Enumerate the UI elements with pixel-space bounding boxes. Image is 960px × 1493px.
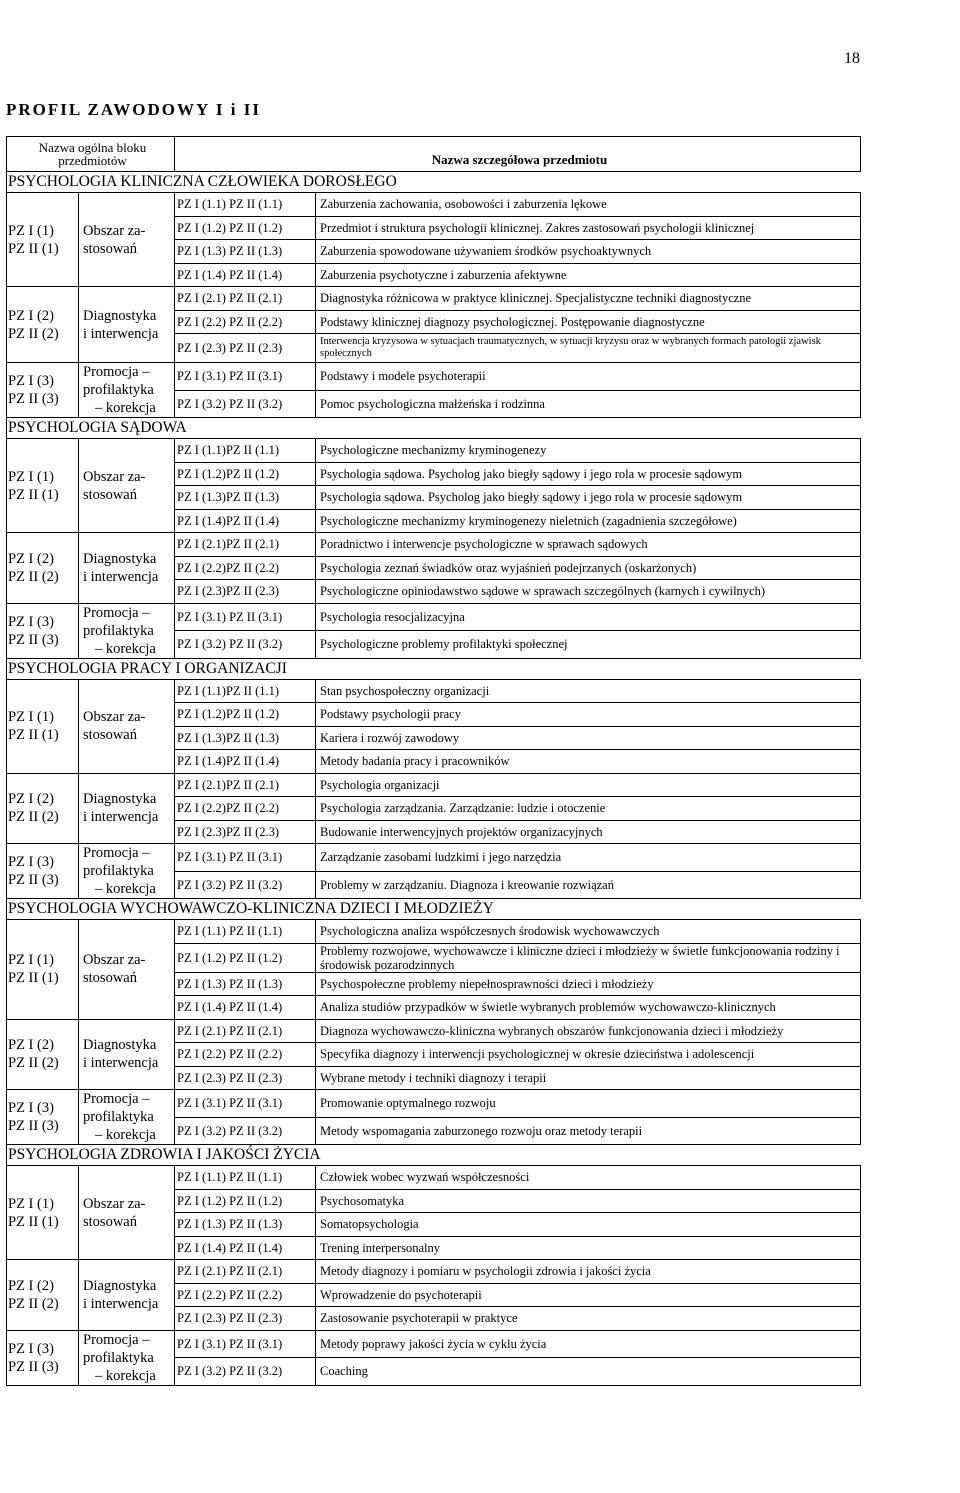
- table-row: [7, 844, 861, 872]
- block-area-line: Diagnostyka: [83, 1277, 157, 1294]
- block-code-line: PZ I (2): [8, 307, 54, 324]
- subject-code: PZ I (3.2) PZ II (3.2): [175, 631, 316, 659]
- subject-name: Psychologiczne problemy profilaktyki społecznej: [316, 631, 861, 659]
- block-area-line: Obszar za-: [83, 1195, 146, 1212]
- block-code-line: PZ I (1): [8, 468, 54, 485]
- subject-name: Budowanie interwencyjnych projektów organizacyjnych: [316, 820, 861, 844]
- block-area: [79, 1019, 175, 1090]
- table-row: [7, 920, 861, 944]
- subject-name: Zaburzenia psychotyczne i zaburzenia afektywne: [316, 263, 861, 287]
- block-area-line: i interwencja: [83, 809, 159, 826]
- subject-code: PZ I (3.1) PZ II (3.1): [175, 844, 316, 872]
- subject-name: Psychologiczna analiza współczesnych środowisk wychowawczych: [316, 920, 861, 944]
- subject-name: Przedmiot i struktura psychologii klinicznej. Zakres zastosowań psychologii klinicznej: [316, 216, 861, 240]
- block-area: [79, 363, 175, 418]
- block-code-line: PZ I (2): [8, 550, 54, 567]
- subject-name: Psychologiczne mechanizmy kryminogenezy: [316, 439, 861, 463]
- block-code-line: PZ I (3): [8, 854, 54, 870]
- subject-name: Coaching: [316, 1358, 861, 1386]
- subject-code: PZ I (1.2)PZ II (1.2): [175, 462, 316, 486]
- subject-code: PZ I (3.2) PZ II (3.2): [175, 390, 316, 418]
- block-code-line: PZ I (3): [8, 1100, 54, 1116]
- subject-code: PZ I (2.3) PZ II (2.3): [175, 1307, 316, 1331]
- subject-name: Diagnostyka różnicowa w praktyce klinicznej. Specjalistyczne techniki diagnostyczne: [316, 287, 861, 311]
- block-code: [7, 1166, 79, 1260]
- subject-code: PZ I (2.1) PZ II (2.1): [175, 287, 316, 311]
- subject-code: PZ I (3.2) PZ II (3.2): [175, 1117, 316, 1145]
- subject-code: PZ I (1.4) PZ II (1.4): [175, 1236, 316, 1260]
- table-row: [7, 287, 861, 311]
- subject-name: Kariera i rozwój zawodowy: [316, 726, 861, 750]
- table-row: [7, 1330, 861, 1358]
- subject-name: Metody diagnozy i pomiaru w psychologii zdrowia i jakości życia: [316, 1260, 861, 1284]
- subject-code: PZ I (1.3) PZ II (1.3): [175, 1213, 316, 1237]
- block-area-line: – korekcja: [95, 881, 156, 897]
- subject-code: PZ I (1.4) PZ II (1.4): [175, 263, 316, 287]
- subject-code: PZ I (3.1) PZ II (3.1): [175, 1090, 316, 1118]
- table-row: [7, 679, 861, 703]
- subject-code: PZ I (1.1) PZ II (1.1): [175, 193, 316, 217]
- subject-code: PZ I (2.3) PZ II (2.3): [175, 1066, 316, 1090]
- table-row: [7, 533, 861, 557]
- subject-code: PZ I (3.2) PZ II (3.2): [175, 871, 316, 899]
- block-code: [7, 844, 79, 899]
- section-row: [7, 899, 861, 920]
- table-row: [7, 1019, 861, 1043]
- block-area: [79, 1166, 175, 1260]
- block-area-line: stosowań: [83, 970, 137, 987]
- block-area-line: i interwencja: [83, 1295, 159, 1312]
- subject-code: PZ I (1.2) PZ II (1.2): [175, 943, 316, 972]
- block-area-line: Promocja –: [83, 604, 150, 621]
- block-code-line: PZ II (3): [8, 1118, 59, 1134]
- section-row: [7, 1145, 861, 1166]
- block-area-line: stosowań: [83, 727, 137, 743]
- block-area: [79, 603, 175, 658]
- block-area: [79, 1330, 175, 1385]
- subject-code: PZ I (3.1) PZ II (3.1): [175, 603, 316, 631]
- block-code-line: PZ I (1): [8, 1195, 54, 1212]
- block-area: [79, 287, 175, 363]
- subject-name: Metody badania pracy i pracowników: [316, 750, 861, 774]
- subject-code: PZ I (2.1) PZ II (2.1): [175, 1260, 316, 1284]
- subject-name: Zaburzenia zachowania, osobowości i zaburzenia lękowe: [316, 193, 861, 217]
- subject-name: Psychologia resocjalizacyjna: [316, 603, 861, 631]
- block-area-line: stosowań: [83, 486, 137, 503]
- section-row: [7, 172, 861, 193]
- subject-name: Psychologia sądowa. Psycholog jako biegły sądowy i jego rola w procesie sądowym: [316, 486, 861, 510]
- block-code-line: PZ I (1): [8, 952, 54, 969]
- subject-code: PZ I (1.3)PZ II (1.3): [175, 726, 316, 750]
- subject-name: Analiza studiów przypadków w świetle wybranych problemów wychowawczo-klinicznych: [316, 996, 861, 1020]
- subject-code: PZ I (1.3)PZ II (1.3): [175, 486, 316, 510]
- subject-name: Psychologia organizacji: [316, 773, 861, 797]
- section-title: PSYCHOLOGIA SĄDOWA: [7, 418, 861, 439]
- block-code-line: PZ I (3): [8, 613, 54, 630]
- header-row: [7, 137, 861, 172]
- subject-code: PZ I (2.1) PZ II (2.1): [175, 1019, 316, 1043]
- block-code: [7, 1260, 79, 1331]
- table-row: [7, 193, 861, 217]
- subject-code: PZ I (1.2) PZ II (1.2): [175, 216, 316, 240]
- block-code-line: PZ II (1): [8, 240, 59, 257]
- block-area-line: profilaktyka: [83, 1109, 154, 1125]
- subject-name: Psychologiczne mechanizmy kryminogenezy nieletnich (zagadnienia szczegółowe): [316, 509, 861, 533]
- block-area: [79, 1090, 175, 1145]
- block-code-line: PZ I (3): [8, 373, 54, 389]
- subject-name: Podstawy psychologii pracy: [316, 703, 861, 727]
- block-area-line: Diagnostyka: [83, 791, 157, 808]
- section-title: PSYCHOLOGIA WYCHOWAWCZO-KLINICZNA DZIECI I MŁODZIEŻY: [7, 899, 861, 920]
- block-code: [7, 920, 79, 1020]
- block-code-line: PZ I (3): [8, 1340, 54, 1357]
- block-code-line: PZ II (3): [8, 631, 59, 648]
- block-area-line: – korekcja: [95, 400, 156, 416]
- block-area: [79, 773, 175, 844]
- subject-name: Psychosomatyka: [316, 1189, 861, 1213]
- table-row: [7, 1090, 861, 1118]
- page-title: PROFIL ZAWODOWY I i II: [6, 100, 261, 119]
- block-code-line: PZ I (2): [8, 1037, 54, 1054]
- table-row: [7, 773, 861, 797]
- subject-code: PZ I (3.1) PZ II (3.1): [175, 1330, 316, 1358]
- subject-code: PZ I (2.3)PZ II (2.3): [175, 580, 316, 604]
- subject-name: Psychospołeczne problemy niepełnosprawności dzieci i młodzieży: [316, 972, 861, 996]
- block-code-line: PZ II (2): [8, 568, 59, 585]
- block-code-line: PZ I (1): [8, 709, 54, 725]
- subject-name: Metody wspomagania zaburzonego rozwoju oraz metody terapii: [316, 1117, 861, 1145]
- block-code: [7, 1090, 79, 1145]
- header-subject-name: Nazwa szczegółowa przedmiotu: [175, 137, 861, 172]
- block-area-line: – korekcja: [95, 640, 156, 657]
- subject-code: PZ I (3.2) PZ II (3.2): [175, 1358, 316, 1386]
- subject-name: Trening interpersonalny: [316, 1236, 861, 1260]
- block-area: [79, 193, 175, 287]
- block-area-line: Promocja –: [83, 845, 150, 861]
- block-area: [79, 679, 175, 773]
- section-row: [7, 658, 861, 679]
- subject-name: Człowiek wobec wyzwań współczesności: [316, 1166, 861, 1190]
- block-area-line: Diagnostyka: [83, 550, 157, 567]
- block-area-line: – korekcja: [95, 1127, 156, 1143]
- block-code: [7, 533, 79, 604]
- subject-name: Problemy rozwojowe, wychowawcze i kliniczne dzieci i młodzieży w świetle funkcjonowania rodziny i środowisk pozarodzinnych: [316, 943, 861, 972]
- curriculum-table: [6, 136, 861, 1386]
- block-code: [7, 603, 79, 658]
- block-code-line: PZ II (3): [8, 872, 59, 888]
- subject-code: PZ I (2.2) PZ II (2.2): [175, 1043, 316, 1067]
- subject-name: Pomoc psychologiczna małżeńska i rodzinna: [316, 390, 861, 418]
- block-code-line: PZ I (1): [8, 222, 54, 239]
- block-code-line: PZ II (3): [8, 391, 59, 407]
- block-area-line: Diagnostyka: [83, 1037, 157, 1054]
- subject-code: PZ I (2.2) PZ II (2.2): [175, 1283, 316, 1307]
- page-number: 18: [844, 50, 860, 67]
- block-area-line: profilaktyka: [83, 622, 154, 639]
- subject-code: PZ I (2.1)PZ II (2.1): [175, 773, 316, 797]
- block-code: [7, 773, 79, 844]
- block-area-line: Diagnostyka: [83, 307, 157, 324]
- block-code: [7, 1019, 79, 1090]
- block-code-line: PZ II (2): [8, 1055, 59, 1072]
- block-area: [79, 844, 175, 899]
- table-row: [7, 1166, 861, 1190]
- block-code-line: PZ II (1): [8, 727, 59, 743]
- section-title: PSYCHOLOGIA KLINICZNA CZŁOWIEKA DOROSŁEGO: [7, 172, 861, 193]
- subject-name: Interwencja kryzysowa w sytuacjach traumatycznych, w sytuacji kryzysu oraz w wybranych formach patologii zjawisk społecznych: [316, 334, 861, 363]
- subject-name: Somatopsychologia: [316, 1213, 861, 1237]
- table-row: [7, 1260, 861, 1284]
- subject-code: PZ I (1.4) PZ II (1.4): [175, 996, 316, 1020]
- table-row: [7, 439, 861, 463]
- block-code: [7, 193, 79, 287]
- block-code-line: PZ II (3): [8, 1358, 59, 1375]
- block-area-line: i interwencja: [83, 1055, 159, 1072]
- subject-code: PZ I (1.3) PZ II (1.3): [175, 972, 316, 996]
- subject-name: Podstawy i modele psychoterapii: [316, 363, 861, 391]
- subject-name: Wprowadzenie do psychoterapii: [316, 1283, 861, 1307]
- subject-name: Zaburzenia spowodowane używaniem środków psychoaktywnych: [316, 240, 861, 264]
- block-code: [7, 363, 79, 418]
- table-row: [7, 603, 861, 631]
- block-area-line: Obszar za-: [83, 952, 146, 969]
- block-area-line: Obszar za-: [83, 468, 146, 485]
- block-code-line: PZ II (1): [8, 1213, 59, 1230]
- block-area-line: Obszar za-: [83, 222, 146, 239]
- subject-code: PZ I (2.3) PZ II (2.3): [175, 334, 316, 363]
- block-code-line: PZ II (2): [8, 809, 59, 826]
- block-code-line: PZ I (2): [8, 791, 54, 808]
- subject-code: PZ I (2.1)PZ II (2.1): [175, 533, 316, 557]
- subject-code: PZ I (1.4)PZ II (1.4): [175, 509, 316, 533]
- block-area-line: – korekcja: [95, 1367, 156, 1384]
- section-title: PSYCHOLOGIA PRACY I ORGANIZACJI: [7, 658, 861, 679]
- subject-code: PZ I (1.3) PZ II (1.3): [175, 240, 316, 264]
- block-area: [79, 439, 175, 533]
- subject-code: PZ I (2.2)PZ II (2.2): [175, 556, 316, 580]
- block-code-line: PZ II (2): [8, 325, 59, 342]
- subject-code: PZ I (1.1) PZ II (1.1): [175, 920, 316, 944]
- block-code-line: PZ II (1): [8, 970, 59, 987]
- block-area-line: Promocja –: [83, 364, 150, 380]
- section-title: PSYCHOLOGIA ZDROWIA I JAKOŚCI ŻYCIA: [7, 1145, 861, 1166]
- subject-name: Zastosowanie psychoterapii w praktyce: [316, 1307, 861, 1331]
- block-area: [79, 1260, 175, 1331]
- subject-code: PZ I (1.1)PZ II (1.1): [175, 679, 316, 703]
- subject-name: Specyfika diagnozy i interwencji psychologicznej w okresie dzieciństwa i adolescencji: [316, 1043, 861, 1067]
- subject-name: Psychologia zeznań świadków oraz wyjaśnień podejrzanych (oskarżonych): [316, 556, 861, 580]
- subject-code: PZ I (1.4)PZ II (1.4): [175, 750, 316, 774]
- block-area-line: Obszar za-: [83, 709, 146, 725]
- block-area-line: profilaktyka: [83, 382, 154, 398]
- subject-code: PZ I (1.2)PZ II (1.2): [175, 703, 316, 727]
- block-code: [7, 287, 79, 363]
- subject-code: PZ I (2.2)PZ II (2.2): [175, 797, 316, 821]
- subject-name: Psychologia zarządzania. Zarządzanie: ludzie i otoczenie: [316, 797, 861, 821]
- subject-name: Diagnoza wychowawczo-kliniczna wybranych obszarów funkcjonowania dzieci i młodzieży: [316, 1019, 861, 1043]
- subject-name: Podstawy klinicznej diagnozy psychologicznej. Postępowanie diagnostyczne: [316, 310, 861, 334]
- block-code-line: PZ II (2): [8, 1295, 59, 1312]
- table-row: [7, 363, 861, 391]
- block-code-line: PZ II (1): [8, 486, 59, 503]
- block-area-line: stosowań: [83, 1213, 137, 1230]
- subject-name: Psychologia sądowa. Psycholog jako biegły sądowy i jego rola w procesie sądowym: [316, 462, 861, 486]
- subject-name: Promowanie optymalnego rozwoju: [316, 1090, 861, 1118]
- block-area-line: Promocja –: [83, 1091, 150, 1107]
- block-code: [7, 439, 79, 533]
- subject-name: Poradnictwo i interwencje psychologiczne w sprawach sądowych: [316, 533, 861, 557]
- block-area-line: profilaktyka: [83, 1349, 154, 1366]
- block-area-line: stosowań: [83, 240, 137, 257]
- subject-name: Zarządzanie zasobami ludzkimi i jego narzędzia: [316, 844, 861, 872]
- subject-name: Problemy w zarządzaniu. Diagnoza i kreowanie rozwiązań: [316, 871, 861, 899]
- subject-code: PZ I (1.1)PZ II (1.1): [175, 439, 316, 463]
- section-row: [7, 418, 861, 439]
- header-block-name: Nazwa ogólna bloku przedmiotów: [7, 137, 175, 172]
- subject-code: PZ I (3.1) PZ II (3.1): [175, 363, 316, 391]
- block-area-line: i interwencja: [83, 325, 159, 342]
- block-area: [79, 920, 175, 1020]
- subject-name: Psychologiczne opiniodawstwo sądowe w sprawach szczególnych (karnych i cywilnych): [316, 580, 861, 604]
- subject-code: PZ I (2.3)PZ II (2.3): [175, 820, 316, 844]
- block-area-line: Promocja –: [83, 1331, 150, 1348]
- subject-name: Wybrane metody i techniki diagnozy i terapii: [316, 1066, 861, 1090]
- block-area-line: profilaktyka: [83, 863, 154, 879]
- subject-code: PZ I (2.2) PZ II (2.2): [175, 310, 316, 334]
- subject-name: Stan psychospołeczny organizacji: [316, 679, 861, 703]
- block-code: [7, 679, 79, 773]
- block-area-line: i interwencja: [83, 568, 159, 585]
- block-code: [7, 1330, 79, 1385]
- block-code-line: PZ I (2): [8, 1277, 54, 1294]
- subject-code: PZ I (1.2) PZ II (1.2): [175, 1189, 316, 1213]
- subject-name: Metody poprawy jakości życia w cyklu życia: [316, 1330, 861, 1358]
- subject-code: PZ I (1.1) PZ II (1.1): [175, 1166, 316, 1190]
- block-area: [79, 533, 175, 604]
